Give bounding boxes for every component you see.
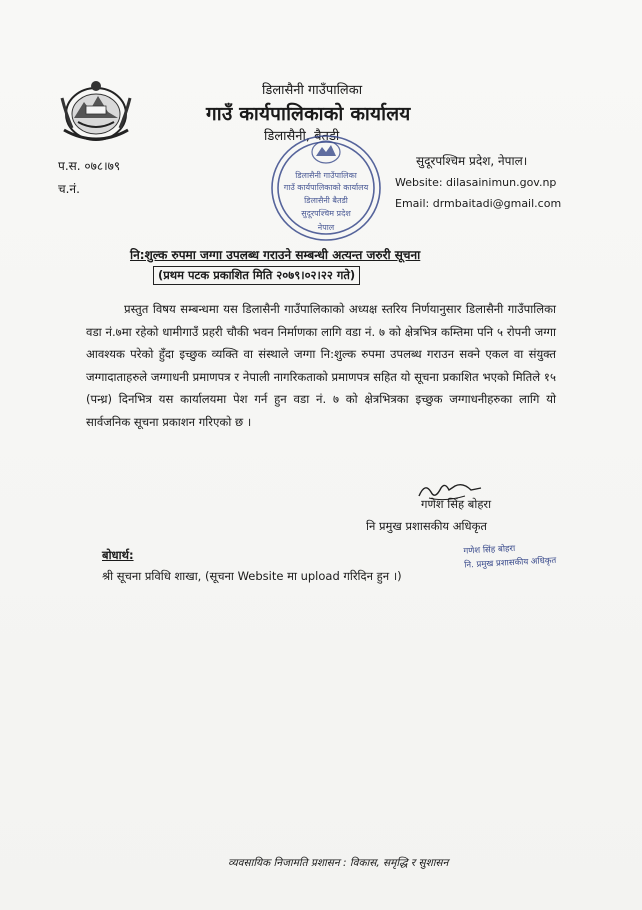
province-address: सुदूरपश्चिम प्रदेश, नेपाल। xyxy=(416,154,528,168)
office-title: गाउँ कार्यपालिकाको कार्यालय xyxy=(206,103,411,125)
stamp-line-3: डिलासैनी बैतडी xyxy=(304,196,348,205)
stamp-line-4: सुदूरपश्चिम प्रदेश xyxy=(301,209,351,218)
office-location: डिलासैनी, बैतडी xyxy=(264,129,340,144)
footer-motto: व्यवसायिक निजामति प्रशासन : विकास, समृद्धि र सुशासन xyxy=(228,857,449,869)
reference-number: प.स. ०७८।७९ xyxy=(58,159,121,173)
signer-title: नि प्रमुख प्रशासकीय अधिकृत xyxy=(366,519,487,533)
office-stamp-icon xyxy=(268,130,384,250)
notice-title: नि:शुल्क रुपमा जग्गा उपलब्ध गराउने सम्बन्धी अत्यन्त जरुरी सूचना xyxy=(130,248,421,262)
notice-body: प्रस्तुत विषय सम्बन्धमा यस डिलासैनी गाउँपालिकाको अध्यक्ष स्तरिय निर्णयानुसार डिलासैनी गाउँपालिका वडा नं.७मा रहेको धामीगाउँ प्रहरी चौकी भवन निर्माणका लागि वडा नं. ७ को क्षेत्रभित्र कम्तिमा पनि ५ रोपनी जग्गा आवश्यक परेको हुँदा इच्छुक व्यक्ति वा संस्थाले जग्गा नि:शुल्क रुपमा उपलब्ध गराउन सक्ने एकल वा संयुक्त जग्गादाताहरुले जग्गाधनी प्रमाणपत्र र नेपाली नागरिकताको प्रमाणपत्र सहित यो सूचना प्रकाशित भएको मितिले १५ (पन्ध्र) दिनभित्र यस कार्यालयमा पेश गर्न हुन वडा नं. ७ को क्षेत्रभित्रका इच्छुक जग्गाधनीहरुका लागि यो सार्वजनिक सूचना प्रकाशन गरिएको छ । xyxy=(86,302,556,429)
cc-label: बोधार्थ: xyxy=(102,548,134,562)
nepal-emblem-icon xyxy=(56,78,136,146)
cc-text: श्री सूचना प्रविधि शाखा, (सूचना Website मा upload गरिदिन हुन ।) xyxy=(102,569,402,583)
name-stamp-line-2: नि. प्रमुख प्रशासकीय अधिकृत xyxy=(463,555,557,571)
signer-name: गणेश सिंह बोहरा xyxy=(421,497,492,511)
municipality-name: डिलासैनी गाउँपालिका xyxy=(262,83,363,98)
name-stamp-line-1: गणेश सिंह बोहरा xyxy=(463,543,516,557)
name-stamp xyxy=(463,539,563,580)
email-text: Email: drmbaitadi@gmail.com xyxy=(395,197,562,210)
stamp-line-2: गाउँ कार्यपालिकाको कार्यालय xyxy=(283,183,369,192)
stamp-line-1: डिलासैनी गाउँपालिका xyxy=(295,171,357,180)
website-text: Website: dilasainimun.gov.np xyxy=(395,176,557,189)
stamp-line-5: नेपाल xyxy=(317,223,335,232)
dispatch-number: च.नं. xyxy=(58,182,80,196)
notice-subtitle: (प्रथम पटक प्रकाशित मिति २०७९।०२।२२ गते) xyxy=(153,266,360,285)
